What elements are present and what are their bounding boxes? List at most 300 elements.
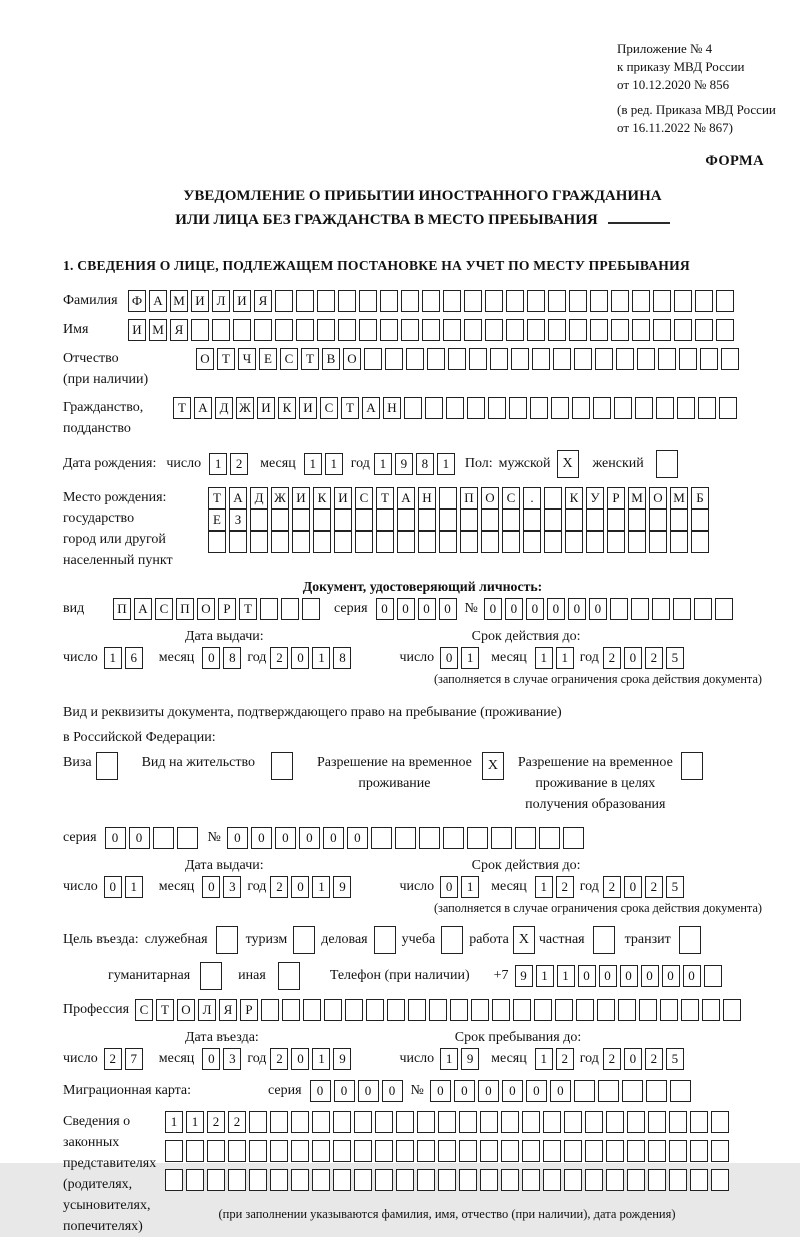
char-cell[interactable]: И — [299, 397, 317, 419]
char-cell[interactable]: 0 — [439, 598, 457, 620]
char-cell[interactable]: 1 — [186, 1111, 204, 1133]
char-cell[interactable]: 0 — [568, 598, 586, 620]
char-cell[interactable]: 0 — [502, 1080, 523, 1102]
char-cell[interactable] — [544, 509, 562, 531]
char-cell[interactable] — [669, 1169, 687, 1191]
char-cell[interactable] — [585, 1111, 603, 1133]
char-cell[interactable] — [564, 1140, 582, 1162]
char-cell[interactable] — [270, 1140, 288, 1162]
char-cell[interactable] — [371, 827, 392, 849]
char-cell[interactable]: 2 — [270, 1048, 288, 1070]
char-cell[interactable] — [334, 509, 352, 531]
char-cell[interactable] — [548, 290, 566, 312]
purpose-private-checkbox[interactable] — [593, 926, 615, 954]
char-cell[interactable]: 0 — [334, 1080, 355, 1102]
char-cell[interactable]: И — [257, 397, 275, 419]
char-cell[interactable] — [543, 1169, 561, 1191]
char-cell[interactable]: 1 — [304, 453, 322, 475]
char-cell[interactable]: О — [197, 598, 215, 620]
char-cell[interactable] — [716, 290, 734, 312]
char-cell[interactable] — [404, 397, 422, 419]
char-cell[interactable] — [648, 1169, 666, 1191]
char-cell[interactable]: М — [670, 487, 688, 509]
char-cell[interactable]: Б — [691, 487, 709, 509]
char-cell[interactable] — [418, 531, 436, 553]
char-cell[interactable] — [631, 598, 649, 620]
char-cell[interactable]: К — [565, 487, 583, 509]
char-cell[interactable] — [395, 827, 416, 849]
purpose-work-checkbox[interactable]: X — [513, 926, 535, 954]
char-cell[interactable] — [627, 1169, 645, 1191]
char-cell[interactable] — [439, 487, 457, 509]
purpose-business-checkbox[interactable] — [374, 926, 396, 954]
char-cell[interactable] — [681, 999, 699, 1021]
char-cell[interactable] — [628, 509, 646, 531]
char-cell[interactable]: 0 — [358, 1080, 379, 1102]
char-cell[interactable]: 8 — [333, 647, 351, 669]
char-cell[interactable]: С — [280, 348, 298, 370]
char-cell[interactable]: 2 — [645, 1048, 663, 1070]
char-cell[interactable] — [207, 1169, 225, 1191]
char-cell[interactable]: 0 — [484, 598, 502, 620]
char-cell[interactable] — [459, 1140, 477, 1162]
char-cell[interactable] — [282, 999, 300, 1021]
char-cell[interactable] — [271, 531, 289, 553]
char-cell[interactable]: 0 — [430, 1080, 451, 1102]
char-cell[interactable] — [598, 1080, 619, 1102]
char-cell[interactable] — [711, 1169, 729, 1191]
char-cell[interactable]: 0 — [478, 1080, 499, 1102]
char-cell[interactable]: Т — [239, 598, 257, 620]
purpose-tourism-checkbox[interactable] — [293, 926, 315, 954]
char-cell[interactable]: 5 — [666, 647, 684, 669]
char-cell[interactable] — [250, 509, 268, 531]
char-cell[interactable] — [443, 319, 461, 341]
char-cell[interactable] — [212, 319, 230, 341]
char-cell[interactable]: П — [176, 598, 194, 620]
char-cell[interactable]: М — [170, 290, 188, 312]
char-cell[interactable] — [275, 290, 293, 312]
char-cell[interactable] — [376, 531, 394, 553]
char-cell[interactable]: И — [128, 319, 146, 341]
char-cell[interactable] — [607, 509, 625, 531]
char-cell[interactable] — [469, 348, 487, 370]
char-cell[interactable] — [555, 999, 573, 1021]
char-cell[interactable] — [502, 509, 520, 531]
char-cell[interactable] — [396, 1169, 414, 1191]
purpose-official-checkbox[interactable] — [216, 926, 238, 954]
char-cell[interactable] — [481, 509, 499, 531]
char-cell[interactable]: Я — [254, 290, 272, 312]
char-cell[interactable]: 0 — [382, 1080, 403, 1102]
char-cell[interactable] — [648, 1111, 666, 1133]
char-cell[interactable] — [312, 1169, 330, 1191]
char-cell[interactable]: Т — [301, 348, 319, 370]
char-cell[interactable]: Ж — [236, 397, 254, 419]
char-cell[interactable] — [656, 397, 674, 419]
char-cell[interactable]: 0 — [454, 1080, 475, 1102]
char-cell[interactable] — [660, 999, 678, 1021]
char-cell[interactable] — [511, 348, 529, 370]
char-cell[interactable]: А — [397, 487, 415, 509]
char-cell[interactable] — [438, 1111, 456, 1133]
char-cell[interactable]: К — [313, 487, 331, 509]
char-cell[interactable] — [345, 999, 363, 1021]
char-cell[interactable] — [260, 598, 278, 620]
char-cell[interactable] — [338, 290, 356, 312]
char-cell[interactable]: 0 — [397, 598, 415, 620]
purpose-other-checkbox[interactable] — [278, 962, 300, 990]
char-cell[interactable] — [406, 348, 424, 370]
char-cell[interactable] — [523, 531, 541, 553]
char-cell[interactable]: 2 — [645, 876, 663, 898]
char-cell[interactable]: 2 — [228, 1111, 246, 1133]
char-cell[interactable] — [291, 1140, 309, 1162]
char-cell[interactable] — [595, 348, 613, 370]
char-cell[interactable] — [649, 509, 667, 531]
char-cell[interactable] — [396, 1140, 414, 1162]
char-cell[interactable] — [334, 531, 352, 553]
char-cell[interactable]: Я — [170, 319, 188, 341]
char-cell[interactable] — [590, 290, 608, 312]
char-cell[interactable]: 9 — [395, 453, 413, 475]
char-cell[interactable] — [292, 509, 310, 531]
char-cell[interactable] — [551, 397, 569, 419]
char-cell[interactable] — [716, 319, 734, 341]
char-cell[interactable]: 0 — [202, 1048, 220, 1070]
char-cell[interactable] — [249, 1140, 267, 1162]
char-cell[interactable]: 1 — [165, 1111, 183, 1133]
char-cell[interactable] — [513, 999, 531, 1021]
char-cell[interactable]: У — [586, 487, 604, 509]
char-cell[interactable]: 0 — [227, 827, 248, 849]
char-cell[interactable] — [271, 509, 289, 531]
char-cell[interactable]: А — [229, 487, 247, 509]
char-cell[interactable] — [270, 1111, 288, 1133]
char-cell[interactable] — [593, 397, 611, 419]
char-cell[interactable] — [527, 290, 545, 312]
char-cell[interactable] — [471, 999, 489, 1021]
char-cell[interactable]: С — [502, 487, 520, 509]
char-cell[interactable] — [564, 1111, 582, 1133]
char-cell[interactable]: 0 — [589, 598, 607, 620]
char-cell[interactable] — [649, 531, 667, 553]
char-cell[interactable] — [312, 1140, 330, 1162]
char-cell[interactable] — [417, 1111, 435, 1133]
char-cell[interactable]: 0 — [599, 965, 617, 987]
char-cell[interactable] — [317, 290, 335, 312]
char-cell[interactable]: 6 — [125, 647, 143, 669]
char-cell[interactable] — [467, 827, 488, 849]
char-cell[interactable]: Е — [208, 509, 226, 531]
char-cell[interactable] — [586, 531, 604, 553]
char-cell[interactable] — [375, 1140, 393, 1162]
char-cell[interactable]: 5 — [666, 1048, 684, 1070]
char-cell[interactable] — [574, 1080, 595, 1102]
char-cell[interactable]: 3 — [223, 1048, 241, 1070]
char-cell[interactable] — [544, 487, 562, 509]
char-cell[interactable] — [501, 1111, 519, 1133]
char-cell[interactable]: 1 — [461, 876, 479, 898]
residence-permit-checkbox[interactable] — [271, 752, 293, 780]
char-cell[interactable]: Н — [383, 397, 401, 419]
char-cell[interactable]: 0 — [526, 1080, 547, 1102]
char-cell[interactable]: 0 — [550, 1080, 571, 1102]
char-cell[interactable] — [380, 290, 398, 312]
char-cell[interactable] — [249, 1111, 267, 1133]
char-cell[interactable] — [485, 319, 503, 341]
char-cell[interactable]: Т — [156, 999, 174, 1021]
char-cell[interactable] — [614, 397, 632, 419]
char-cell[interactable] — [485, 290, 503, 312]
char-cell[interactable] — [611, 290, 629, 312]
char-cell[interactable] — [658, 348, 676, 370]
char-cell[interactable] — [338, 319, 356, 341]
char-cell[interactable] — [464, 290, 482, 312]
purpose-study-checkbox[interactable] — [441, 926, 463, 954]
char-cell[interactable]: 9 — [461, 1048, 479, 1070]
char-cell[interactable]: В — [322, 348, 340, 370]
char-cell[interactable]: Т — [208, 487, 226, 509]
char-cell[interactable]: 2 — [270, 876, 288, 898]
char-cell[interactable] — [694, 598, 712, 620]
char-cell[interactable] — [691, 531, 709, 553]
purpose-humanitarian-checkbox[interactable] — [200, 962, 222, 990]
char-cell[interactable] — [250, 531, 268, 553]
char-cell[interactable] — [670, 531, 688, 553]
char-cell[interactable] — [446, 397, 464, 419]
char-cell[interactable] — [698, 397, 716, 419]
edu-permit-checkbox[interactable] — [681, 752, 703, 780]
char-cell[interactable]: С — [320, 397, 338, 419]
char-cell[interactable] — [502, 531, 520, 553]
char-cell[interactable] — [723, 999, 741, 1021]
char-cell[interactable] — [296, 290, 314, 312]
char-cell[interactable] — [312, 1111, 330, 1133]
char-cell[interactable]: 1 — [536, 965, 554, 987]
char-cell[interactable] — [670, 1080, 691, 1102]
char-cell[interactable] — [674, 319, 692, 341]
char-cell[interactable] — [679, 348, 697, 370]
char-cell[interactable] — [721, 348, 739, 370]
char-cell[interactable] — [670, 509, 688, 531]
char-cell[interactable]: 2 — [556, 876, 574, 898]
char-cell[interactable] — [637, 348, 655, 370]
char-cell[interactable]: Л — [212, 290, 230, 312]
char-cell[interactable] — [467, 397, 485, 419]
char-cell[interactable] — [711, 1140, 729, 1162]
char-cell[interactable] — [459, 1111, 477, 1133]
char-cell[interactable] — [480, 1111, 498, 1133]
sex-male-checkbox[interactable]: X — [557, 450, 579, 478]
char-cell[interactable] — [506, 290, 524, 312]
char-cell[interactable] — [610, 598, 628, 620]
char-cell[interactable] — [366, 999, 384, 1021]
char-cell[interactable] — [700, 348, 718, 370]
char-cell[interactable]: 0 — [547, 598, 565, 620]
char-cell[interactable]: Я — [219, 999, 237, 1021]
char-cell[interactable]: 5 — [666, 876, 684, 898]
char-cell[interactable]: 0 — [291, 876, 309, 898]
char-cell[interactable] — [275, 319, 293, 341]
char-cell[interactable] — [354, 1169, 372, 1191]
char-cell[interactable] — [333, 1140, 351, 1162]
char-cell[interactable]: 1 — [535, 876, 553, 898]
char-cell[interactable] — [543, 1140, 561, 1162]
char-cell[interactable] — [296, 319, 314, 341]
char-cell[interactable] — [429, 999, 447, 1021]
char-cell[interactable]: Т — [173, 397, 191, 419]
char-cell[interactable]: 1 — [104, 647, 122, 669]
char-cell[interactable] — [355, 531, 373, 553]
purpose-transit-checkbox[interactable] — [679, 926, 701, 954]
char-cell[interactable]: М — [628, 487, 646, 509]
char-cell[interactable] — [627, 1140, 645, 1162]
char-cell[interactable] — [677, 397, 695, 419]
char-cell[interactable] — [270, 1169, 288, 1191]
char-cell[interactable] — [492, 999, 510, 1021]
char-cell[interactable] — [355, 509, 373, 531]
char-cell[interactable] — [506, 319, 524, 341]
char-cell[interactable] — [704, 965, 722, 987]
char-cell[interactable] — [715, 598, 733, 620]
char-cell[interactable] — [438, 1169, 456, 1191]
char-cell[interactable] — [572, 397, 590, 419]
char-cell[interactable]: 1 — [312, 647, 330, 669]
char-cell[interactable]: С — [155, 598, 173, 620]
char-cell[interactable]: 1 — [209, 453, 227, 475]
char-cell[interactable] — [427, 348, 445, 370]
char-cell[interactable] — [522, 1140, 540, 1162]
char-cell[interactable] — [422, 319, 440, 341]
char-cell[interactable] — [417, 1169, 435, 1191]
char-cell[interactable] — [569, 319, 587, 341]
char-cell[interactable] — [501, 1169, 519, 1191]
char-cell[interactable]: 0 — [310, 1080, 331, 1102]
char-cell[interactable] — [480, 1169, 498, 1191]
char-cell[interactable]: А — [362, 397, 380, 419]
char-cell[interactable]: 0 — [641, 965, 659, 987]
char-cell[interactable]: 0 — [347, 827, 368, 849]
char-cell[interactable] — [460, 531, 478, 553]
char-cell[interactable]: С — [135, 999, 153, 1021]
char-cell[interactable]: Д — [250, 487, 268, 509]
char-cell[interactable]: 8 — [416, 453, 434, 475]
char-cell[interactable]: А — [194, 397, 212, 419]
char-cell[interactable] — [291, 1169, 309, 1191]
char-cell[interactable]: 2 — [556, 1048, 574, 1070]
char-cell[interactable]: П — [460, 487, 478, 509]
char-cell[interactable]: 0 — [526, 598, 544, 620]
char-cell[interactable] — [228, 1140, 246, 1162]
char-cell[interactable] — [303, 999, 321, 1021]
char-cell[interactable] — [186, 1140, 204, 1162]
char-cell[interactable] — [281, 598, 299, 620]
sex-female-checkbox[interactable] — [656, 450, 678, 478]
char-cell[interactable]: 0 — [202, 876, 220, 898]
char-cell[interactable] — [481, 531, 499, 553]
char-cell[interactable]: 2 — [230, 453, 248, 475]
char-cell[interactable] — [191, 319, 209, 341]
char-cell[interactable] — [691, 509, 709, 531]
char-cell[interactable]: 0 — [291, 1048, 309, 1070]
char-cell[interactable] — [606, 1140, 624, 1162]
char-cell[interactable] — [674, 290, 692, 312]
char-cell[interactable] — [515, 827, 536, 849]
char-cell[interactable]: 2 — [104, 1048, 122, 1070]
char-cell[interactable]: 1 — [325, 453, 343, 475]
char-cell[interactable] — [690, 1111, 708, 1133]
char-cell[interactable] — [690, 1140, 708, 1162]
char-cell[interactable]: 1 — [461, 647, 479, 669]
char-cell[interactable]: 0 — [323, 827, 344, 849]
char-cell[interactable] — [690, 1169, 708, 1191]
char-cell[interactable] — [233, 319, 251, 341]
char-cell[interactable] — [695, 290, 713, 312]
char-cell[interactable] — [313, 509, 331, 531]
char-cell[interactable]: 1 — [557, 965, 575, 987]
char-cell[interactable] — [380, 319, 398, 341]
char-cell[interactable] — [153, 827, 174, 849]
char-cell[interactable]: Н — [418, 487, 436, 509]
char-cell[interactable] — [317, 319, 335, 341]
char-cell[interactable]: 2 — [603, 876, 621, 898]
char-cell[interactable] — [653, 319, 671, 341]
char-cell[interactable] — [397, 509, 415, 531]
char-cell[interactable] — [553, 348, 571, 370]
char-cell[interactable]: И — [191, 290, 209, 312]
char-cell[interactable]: Ж — [271, 487, 289, 509]
char-cell[interactable] — [254, 319, 272, 341]
char-cell[interactable] — [401, 319, 419, 341]
char-cell[interactable] — [354, 1140, 372, 1162]
char-cell[interactable] — [590, 319, 608, 341]
char-cell[interactable] — [228, 1169, 246, 1191]
char-cell[interactable] — [261, 999, 279, 1021]
char-cell[interactable]: П — [113, 598, 131, 620]
char-cell[interactable] — [622, 1080, 643, 1102]
char-cell[interactable]: Е — [259, 348, 277, 370]
char-cell[interactable]: 1 — [440, 1048, 458, 1070]
visa-checkbox[interactable] — [96, 752, 118, 780]
char-cell[interactable] — [711, 1111, 729, 1133]
temp-permit-checkbox[interactable]: X — [482, 752, 504, 780]
char-cell[interactable] — [443, 290, 461, 312]
char-cell[interactable]: 9 — [333, 1048, 351, 1070]
char-cell[interactable]: Т — [341, 397, 359, 419]
char-cell[interactable]: 1 — [374, 453, 392, 475]
char-cell[interactable] — [632, 290, 650, 312]
char-cell[interactable]: Д — [215, 397, 233, 419]
char-cell[interactable] — [460, 509, 478, 531]
char-cell[interactable]: М — [149, 319, 167, 341]
char-cell[interactable] — [563, 827, 584, 849]
char-cell[interactable] — [165, 1140, 183, 1162]
char-cell[interactable] — [702, 999, 720, 1021]
char-cell[interactable]: О — [177, 999, 195, 1021]
char-cell[interactable]: 2 — [645, 647, 663, 669]
char-cell[interactable]: 0 — [440, 876, 458, 898]
char-cell[interactable] — [585, 1169, 603, 1191]
char-cell[interactable]: 0 — [578, 965, 596, 987]
char-cell[interactable] — [229, 531, 247, 553]
char-cell[interactable] — [616, 348, 634, 370]
char-cell[interactable]: 0 — [662, 965, 680, 987]
char-cell[interactable] — [401, 290, 419, 312]
char-cell[interactable] — [375, 1111, 393, 1133]
char-cell[interactable] — [291, 1111, 309, 1133]
char-cell[interactable] — [606, 1169, 624, 1191]
